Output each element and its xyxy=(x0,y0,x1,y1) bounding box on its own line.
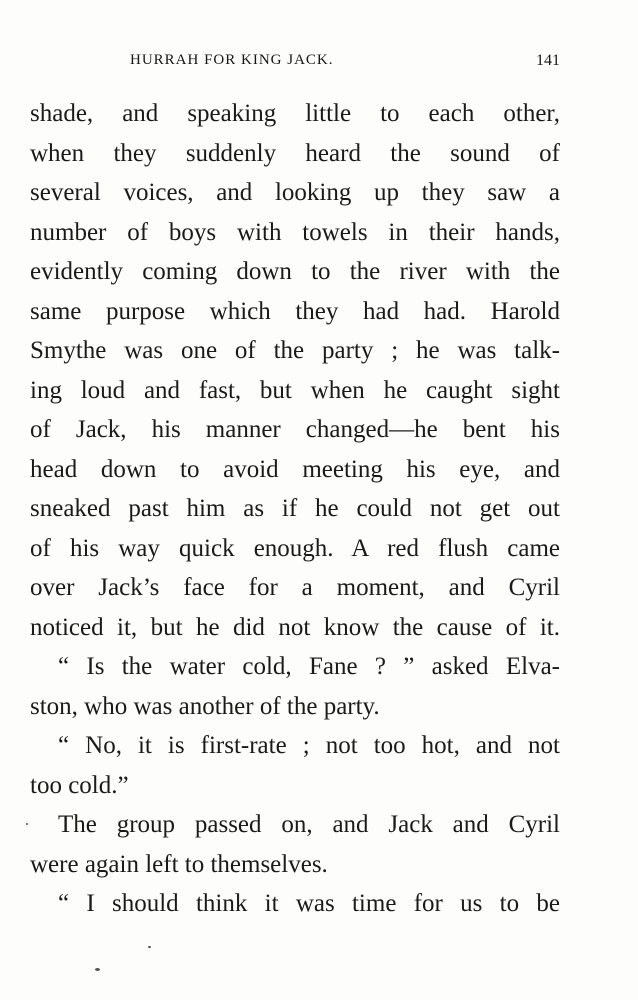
print-speck xyxy=(26,823,28,825)
text-line-12: of his way quick enough. A red flush came xyxy=(30,534,560,562)
running-title: HURRAH FOR KING JACK. xyxy=(130,52,334,68)
text-line-20: were again left to themselves. xyxy=(30,850,328,878)
text-line-19: The group passed on, and Jack and Cyril xyxy=(58,811,560,838)
running-head xyxy=(30,52,560,74)
page-number: 141 xyxy=(536,52,560,69)
text-line-3: several voices, and looking up they saw a xyxy=(30,179,560,206)
text-line-14: noticed it, but he did not know the cause of it. xyxy=(30,613,560,641)
text-line-6: same purpose which they had had. Harold xyxy=(30,297,560,325)
text-line-10: head down to avoid meeting his eye, and xyxy=(30,455,560,483)
text-line-9: of Jack, his manner changed—he bent his xyxy=(30,416,560,443)
print-speck xyxy=(148,946,151,948)
text-line-7: Smythe was one of the party ; he was talk- xyxy=(30,337,560,364)
text-line-8: ing loud and fast, but when he caught sight xyxy=(30,376,560,404)
body-text xyxy=(30,94,560,924)
text-line-2: when they suddenly heard the sound of xyxy=(30,139,560,167)
text-line-5: evidently coming down to the river with the xyxy=(30,258,560,285)
text-line-1: shade, and speaking little to each other, xyxy=(30,100,560,127)
text-line-21: “ I should think it was time for us to be xyxy=(58,890,560,917)
text-line-11: sneaked past him as if he could not get out xyxy=(30,495,560,522)
print-speck xyxy=(95,968,100,971)
text-line-13: over Jack’s face for a moment, and Cyril xyxy=(30,574,560,601)
text-line-4: number of boys with towels in their hands, xyxy=(30,218,560,246)
text-line-18: too cold.” xyxy=(30,771,129,799)
text-line-16: ston, who was another of the party. xyxy=(30,692,380,720)
text-line-17: “ No, it is first-rate ; not too hot, and not xyxy=(58,732,560,759)
text-line-15: “ Is the water cold, Fane ? ” asked Elva- xyxy=(58,653,560,680)
